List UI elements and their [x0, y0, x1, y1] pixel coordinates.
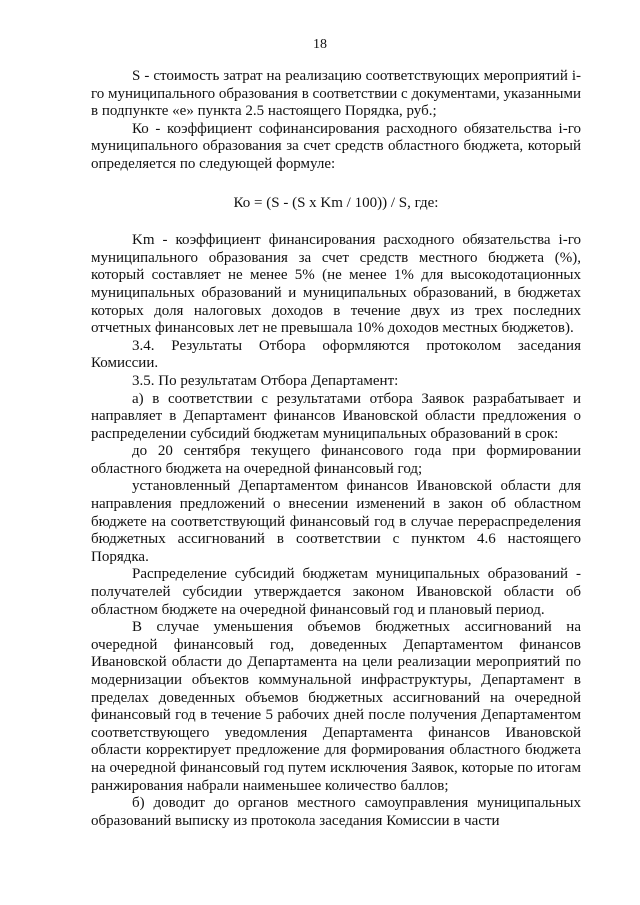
paragraph-3-4: 3.4. Результаты Отбора оформляются протоколом заседания Комиссии.	[91, 337, 581, 372]
paragraph-distribution: Распределение субсидий бюджетам муниципальных образований - получателей субсидии утверждается законом Ивановской области об областном бюджете на очередной финансовый год и плановый период.	[91, 566, 581, 618]
paragraph-item-a: а) в соответствии с результатами отбора Заявок разрабатывает и направляет в Департамент финансов Ивановской области предложения о распределении субсидий бюджетам муниципальных образований в срок:	[91, 390, 581, 442]
paragraph-3-5: 3.5. По результатам Отбора Департамент:	[132, 372, 399, 389]
page-number: 18	[313, 37, 327, 52]
paragraph-deadline-established: установленный Департаментом финансов Ивановской области для направления предложений о внесении изменений в закон об областном бюджете на соответствующий финансовый год в случае перераспределения бюджетных ассигнований в соответствии с пунктом 4.6 настоящего Порядка.	[91, 478, 581, 565]
paragraph-item-b: б) доводит до органов местного самоуправления муниципальных образований выписку из протокола заседания Комиссии в части	[91, 795, 581, 829]
paragraph-km-definition: Km - коэффициент финансирования расходного обязательства i-го муниципального образования за счет средств местного бюджета (%), который составляет не менее 5% (не менее 1% для высокодотационных муниципальных образований и муниципальных образований, в бюджетах которых доля налоговых доходов в течение двух из трех последних отчетных финансовых лет не превышала 10% доходов местных бюджетов).	[91, 232, 581, 337]
paragraph-s-definition: S - стоимость затрат на реализацию соответствующих мероприятий i-го муниципального образования в соответствии с документами, указанными в подпункте «е» пункта 2.5 настоящего Порядка, руб.;	[91, 68, 582, 120]
document-body	[91, 68, 581, 830]
paragraph-deadline-september: до 20 сентября текущего финансового года при формировании областного бюджета на очередной финансовый год;	[91, 443, 581, 477]
paragraph-ko-definition: Ко - коэффициент софинансирования расходного обязательства i-го муниципального образования за счет средств областного бюджета, который определяется по следующей формуле:	[91, 120, 581, 172]
paragraph-reduction: В случае уменьшения объемов бюджетных ассигнований на очередной финансовый год, доведенных Департаментом финансов Ивановской области до Департамента на цели реализации мероприятий по модернизации объектов коммунальной инфраструктуры, Департамент в пределах доведенных объемов бюджетных ассигнований на очередной финансовый год в течение 5 рабочих дней после получения Департаментом соответствующего уведомления Департамента финансов Ивановской области корректирует предложение для формирования областного бюджета на очередной финансовый год путем исключения Заявок, которые по итогам ранжирования набрали наименьшее количество баллов;	[91, 619, 581, 794]
formula: Ко = (S - (S x Km / 100)) / S, где:	[233, 194, 439, 211]
